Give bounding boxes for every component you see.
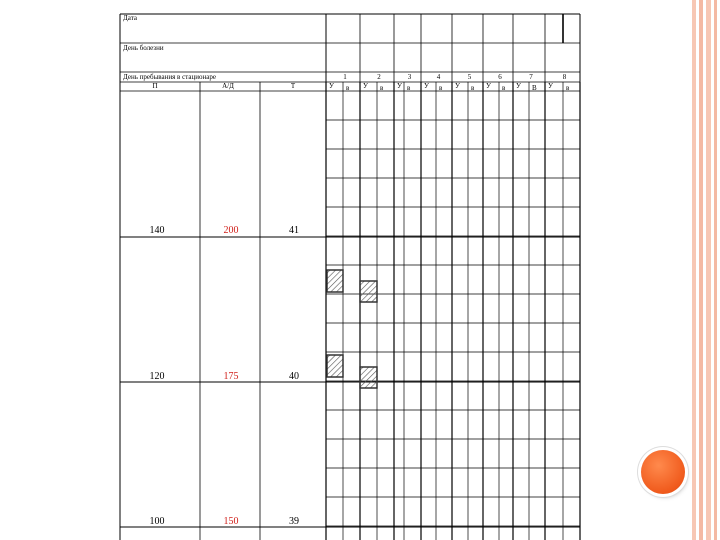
day-half-label: В bbox=[532, 84, 537, 92]
day-number-6: 6 bbox=[498, 73, 502, 81]
temp-scale-40: 40 bbox=[289, 371, 299, 382]
day-half-label: У bbox=[363, 82, 368, 90]
day-number-7: 7 bbox=[529, 73, 533, 81]
hatched-marker bbox=[327, 270, 343, 292]
chart-grid bbox=[120, 14, 580, 540]
day-half-label: в bbox=[346, 84, 350, 92]
day-half-label: в bbox=[380, 84, 384, 92]
day-half-label: в bbox=[566, 84, 570, 92]
col-header-temperature: Т bbox=[290, 82, 296, 90]
day-half-label: У bbox=[455, 82, 460, 90]
pulse-scale-100: 100 bbox=[149, 516, 165, 527]
row-label-hospital-day: День пребывания в стационаре bbox=[123, 73, 216, 81]
day-half-label: в bbox=[407, 84, 411, 92]
day-half-label: в bbox=[471, 84, 475, 92]
hatched-marker bbox=[360, 281, 377, 302]
hatched-marker bbox=[360, 367, 377, 388]
day-number-3: 3 bbox=[407, 73, 412, 81]
col-header-pulse: П bbox=[152, 82, 158, 90]
temp-scale-41: 41 bbox=[289, 225, 299, 236]
bp-scale-175: 175 bbox=[223, 371, 239, 382]
day-half-label: в bbox=[502, 84, 506, 92]
bp-scale-200: 200 bbox=[223, 225, 239, 236]
day-half-label: в bbox=[439, 84, 443, 92]
day-half-label: У bbox=[424, 82, 429, 90]
temp-scale-39: 39 bbox=[289, 516, 299, 527]
day-half-label: У bbox=[516, 82, 521, 90]
row-label-disease-day: День болезни bbox=[123, 44, 164, 52]
col-header-blood-pressure: А/Д bbox=[222, 82, 234, 90]
pulse-scale-120: 120 bbox=[149, 371, 165, 382]
decor-orange-circle bbox=[641, 450, 685, 494]
day-half-label: У bbox=[486, 82, 491, 90]
pulse-scale-140: 140 bbox=[149, 225, 165, 236]
row-label-date: Дата bbox=[123, 14, 137, 22]
day-number-1: 1 bbox=[343, 73, 347, 81]
day-half-label: У bbox=[548, 82, 553, 90]
bp-scale-150: 150 bbox=[223, 516, 239, 527]
day-number-5: 5 bbox=[467, 73, 472, 81]
day-number-8: 8 bbox=[562, 73, 567, 81]
hatched-marker bbox=[327, 355, 343, 377]
day-number-4: 4 bbox=[436, 73, 441, 81]
day-half-label: У bbox=[329, 82, 334, 90]
day-half-label: У bbox=[397, 82, 402, 90]
day-number-2: 2 bbox=[377, 73, 381, 81]
